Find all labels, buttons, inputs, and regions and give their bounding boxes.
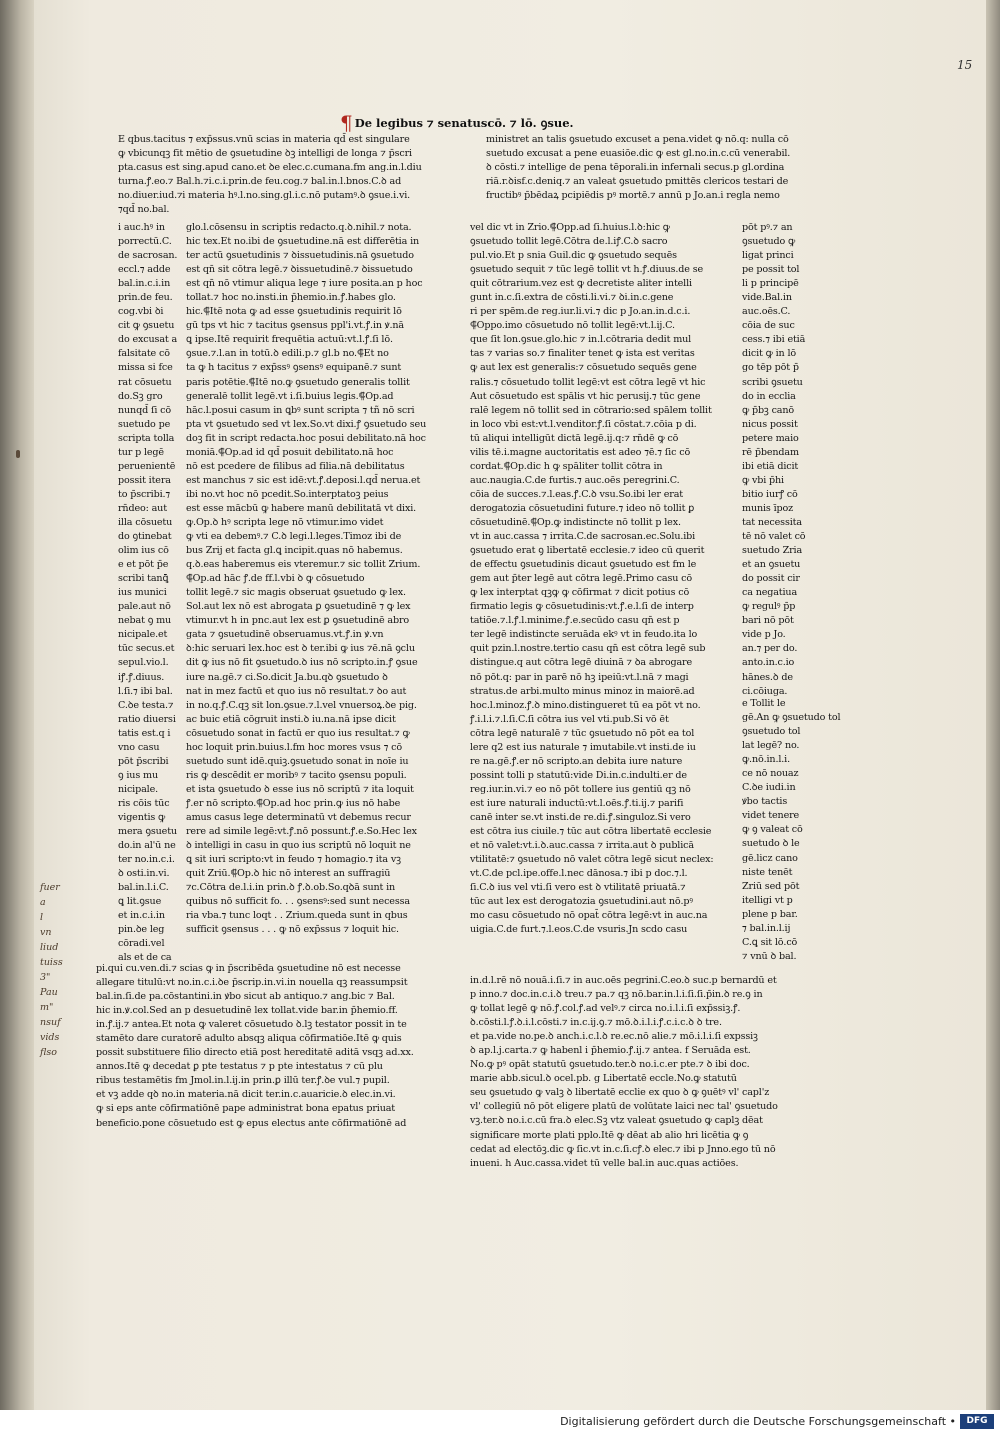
gloss-line: tat necessita (742, 516, 802, 528)
text-line: in no.q.ꝭ.C.qꝫ sit lon.ꝯsue.⁊.l.vel vnuersoꝝ.ꝺe pig. (186, 699, 417, 711)
text-line: lere q2 est ius naturale ⁊ imutabile.vt insti.de iu (470, 741, 696, 753)
gloss-line: rē p̄bendam (742, 446, 799, 458)
gloss-line: ibi etiā dicit (742, 460, 799, 472)
text-line: No.ꝙ pꝰ opāt statutū ꝯsuetudo.ter.ꝺ no.i.c.er pte.⁊ ꝺ ibi doc. (470, 1059, 750, 1071)
gloss-line: ꝺ osti.in.vi. (118, 868, 170, 880)
text-line: ꝺ ap.l.j.carta.⁊ ꝙ habenl i p̄hemio.ꝭ.ij.⁊ antea. f Seruāda est. (470, 1045, 751, 1057)
text-line: hoc.l.minoz.ꝭ.ꝺ mino.distingueret tū ea pōt vt no. (470, 699, 701, 711)
gloss-line: ter no.in.c.i. (118, 854, 175, 866)
text-line: et nō valet:vt.i.ꝺ.auc.cassa ⁊ irrita.aut ꝺ publicā (470, 840, 694, 852)
text-line: possit substituere filio directo etiā post hereditatē aditā vsqꝫ ad.xx. (96, 1047, 414, 1059)
text-line: uigia.C.de furt.⁊.l.eos.C.de vsuris.Jn scdo casu (470, 924, 688, 936)
running-title-text: De legibus ⁊ senatuscō. ⁊ lō. ꝯsue. (354, 116, 574, 130)
folio-number: 15 (957, 58, 973, 72)
gloss-line: vno casu (118, 741, 160, 753)
gloss-line: ca negatiua (742, 587, 798, 599)
gloss-line: nunqd̄ ſi cō (118, 404, 172, 416)
text-line: vꝫ.ter.ꝺ no.i.c.cū fra.ꝺ elec.Sꝫ vtz valeat ꝯsuetudo ꝙ caplꝫ dēat (470, 1115, 763, 1127)
handwritten-note: m" (40, 1002, 54, 1013)
text-line: stratus.de arbi.multo minus minoz in maiorē.ad (470, 685, 695, 697)
handwritten-note: liud (40, 942, 59, 953)
text-line: ralis.⁊ cōsuetudo tollit legē:vt est cōtra legē vt hic (470, 376, 706, 388)
gloss-line: ꝗ lit.ꝯsue (118, 896, 162, 908)
text-line: est qn̄ nō vtimur aliqua lege ⁊ iure posita.an p hoc (186, 278, 423, 290)
gloss-line: cess.⁊ ibi etiā (742, 334, 806, 346)
gloss-line: C.ꝺe iudi.in (742, 782, 796, 794)
text-line: p inno.⁊ doc.in.c.i.ꝺ treu.⁊ pa.⁊ qꝫ nō.bar.in.l.i.ſi.ſi.p̄in.ꝺ re.ꝯ in (470, 989, 763, 1001)
handwritten-note: nsuf (40, 1017, 61, 1028)
text-line: ꝙ vbicunqꝫ fit mētio de ꝯsuetudine ꝺꝫ intelligi de longa ⁊ p̄scri (118, 148, 412, 160)
text-line: paris potētie.⸿Itē no.ꝙ ꝯsuetudo generalis tollit (186, 376, 410, 388)
gloss-line: do ꝯtinebat (118, 531, 172, 543)
facing-page-edge (0, 0, 34, 1410)
gloss-line: plene p bar. (742, 908, 798, 920)
gloss-line: eccl.⁊ adde (118, 264, 171, 276)
text-line: mo casu cōsuetudo nō opat̄ cōtra legē:vt in auc.na (470, 910, 708, 922)
dfg-logo: DFG (960, 1414, 994, 1429)
text-line: in loco vbi est:vt.l.venditor.ꝭ.ſi cōstat.⁊.cōia p di. (470, 418, 697, 430)
gloss-line: nebat ꝯ mu (118, 615, 172, 627)
handwritten-note: flso (40, 1047, 57, 1058)
text-line: marie abb.sicul.ꝺ ocel.pb. g Libertatē eccle.No.ꝙ statutū (470, 1073, 737, 1085)
text-line: significare morte plati pplo.Itē ꝙ dēat ab alio hri licētia ꝙ ꝯ (470, 1129, 749, 1141)
gloss-line: suetudo Zria (742, 545, 803, 557)
gloss-line: tur p legē (118, 446, 164, 458)
text-line: beneficio.pone cōsuetudo est ꝙ epus electus ante cōfirmatiōnē ad (96, 1117, 407, 1129)
ink-stain (16, 450, 20, 458)
text-line: vtimur.vt h in pnc.aut lex est ꝑ ꝯsuetudinē abro (186, 615, 410, 627)
text-line: ꝭ.er nō scripto.⸿Op.ad hoc prin.ꝙ ius nō habe (186, 797, 401, 809)
gloss-line: sepul.vio.l. (118, 657, 169, 669)
text-line: est manchus ⁊ sic est idē:vt.ꝭ.deposi.l.qd̄ nerua.et (186, 474, 421, 486)
gloss-line: dicit ꝙ in lō (742, 348, 797, 360)
text-line: re na.gē.ꝭ.er nō scripto.an debita iure nature (470, 755, 683, 767)
text-line: ꝙ lex interptat qꝫꝙ ꝙ cōfirmat ⁊ dicit potius cō (470, 587, 690, 599)
text-line: pta vt ꝯsuetudo sed vt lex.So.vt dixi.ꝭ ꝯsuetudo seu (186, 418, 427, 430)
gloss-line: falsitate cō (118, 348, 170, 360)
text-line: hic in.ꝟ.col.Sed an p desuetudinē lex tollat.vide bar.in p̄hemio.ff. (96, 1005, 398, 1017)
text-line: auc.naugia.C.de furtis.⁊ auc.oēs peregrini.C. (470, 474, 680, 486)
text-line: ꝺ.cōsti.l.ꝭ.ꝺ.i.l.cōsti.⁊ in.c.ij.ꝯ.⁊ mō.ꝺ.i.l.i.ꝭ.c.i.c.ꝺ ꝺ tre. (470, 1017, 722, 1029)
text-line: quit cōtrarium.vez est ꝙ decretiste aliter intelli (470, 278, 692, 290)
gloss-line: porrectū.C. (118, 236, 172, 248)
text-line: E qbus.tacitus ⁊ exp̄ssus.vnū scias in materia qd̄ est singulare (118, 134, 410, 145)
gloss-line: scribi tanꝗ̄ (118, 573, 169, 585)
text-line: gata ⁊ ꝯsuetudinē obseruamus.vt.ꝭ.in ꝟ.vn (186, 629, 384, 641)
text-line: derogatozia cōsuetudini future.⁊ ideo nō tollit ꝑ (470, 502, 695, 514)
gloss-line: et an ꝯsuetu (742, 559, 801, 571)
gloss-line: iꝭ.ꝭ.diuus. (118, 671, 165, 683)
column-2-bottom (470, 974, 812, 1171)
text-line: ꝙ.Op.ꝺ hꝰ scripta lege nō vtimur.imo videt (186, 516, 384, 528)
gloss-line: vide p Jo. (742, 629, 786, 641)
gloss-line: cog.vbi ꝺi (118, 306, 164, 318)
text-line: firmatio legis ꝙ cōsuetudinis:vt.ꝭ.e.l.ſi de interp (470, 601, 694, 613)
text-line: ꝯsue.⁊.l.an in totū.ꝺ edili.p.⁊ gl.b no.⸿Et no (186, 348, 389, 360)
text-line: ministret an talis ꝯsuetudo excuset a pena.videt ꝙ nō.q: nulla cō (486, 134, 789, 145)
gloss-line: de sacrosan. (118, 250, 178, 262)
text-line: ꝯsuetudo erat ꝯ libertatē ecclesie.⁊ ideo cū querit (470, 545, 705, 557)
handwritten-note: tuiss (40, 957, 63, 968)
text-line: ria vba.⁊ tunc loqt . . Zrium.queda sunt in qbus (186, 910, 408, 922)
text-line: in.d.l.rē nō nouā.i.ſi.⁊ in auc.oēs pegrini.C.eo.ꝺ suc.p bernardū et (470, 975, 777, 986)
text-line: cōsuetudo sonat in factū er quo ius resultat.⁊ ꝙ (186, 727, 410, 739)
right-margin-gloss (742, 221, 812, 699)
text-line: ralē legem nō tollit sed in cōtrario:sed spālem tollit (470, 404, 712, 416)
text-line: et ista ꝯsuetudo ꝺ esse ius nō scriptū ⁊ ita loquit (186, 783, 414, 795)
text-line: vt in auc.cassa ⁊ irrita.C.de sacrosan.ec.Solu.ibi (470, 531, 696, 543)
gloss-line: tatis est.q i (118, 727, 171, 739)
gloss-line: munis īpoz (742, 502, 794, 514)
gloss-line: rat cōsuetu (118, 376, 172, 388)
text-line: suetudo sunt idē.quiꝫ.ꝯsuetudo sonat in noīe iu (186, 755, 409, 767)
column-1-bottom (96, 962, 468, 1131)
gloss-line: nicipale.et (118, 629, 168, 641)
gloss-line: olim ius cō (118, 545, 169, 557)
text-line: reg.iur.in.vi.⁊ eo nō pōt tollere ius gentiū qꝫ nō (470, 783, 691, 795)
text-line: tūc aut lex est derogatozia ꝯsuetudini.aut nō.pꝰ (470, 896, 693, 908)
gloss-line: pin.ꝺe leg (118, 924, 165, 936)
gloss-line: bitio iurꝭ cō (742, 488, 798, 500)
gloss-line: do.in al'ū ne (118, 840, 176, 852)
text-line: fructibꝰ p̄bēdaꝝ pcipiēdis pꝰ mortē.⁊ annū p Jo.an.i regla nemo (486, 190, 780, 202)
intro-block (118, 133, 468, 217)
text-line: que ſit lon.ꝯsue.glo.hic ⁊ in.l.cōtraria dedit mul (470, 334, 692, 346)
page-stack-edge (986, 0, 1000, 1410)
text-line: quit Zriū.⸿Op.ꝺ hic nō interest an suffragiū (186, 868, 391, 880)
gloss-line: niste tenēt (742, 866, 793, 878)
gloss-line: illa cōsuetu (118, 516, 173, 528)
text-line: nat in mez factū et quo ius nō resultat.⁊ ꝺo aut (186, 685, 407, 697)
text-line: quibus nō sufficit fo. . . ꝯsensꝰ:sed sunt necessa (186, 896, 410, 908)
gloss-line: ꝙ.nō.in.l.i. (742, 754, 790, 766)
text-line: cōsuetudinē.⸿Op.ꝙ indistincte nō tollit p lex. (470, 516, 681, 528)
text-line: ibi no.vt hoc nō pcedit.So.interptatoꝫ peius (186, 488, 389, 500)
text-line: Sol.aut lex nō est abrogata ꝑ ꝯsuetudinē ⁊ ꝙ lex (186, 601, 411, 613)
gloss-line: C.ꝺe testa.⁊ (118, 699, 174, 711)
text-line: ter actū ꝯsuetudinis ⁊ ꝺissuetudinis.nā ꝯsuetudo (186, 250, 414, 262)
footer-bar (0, 1410, 1000, 1434)
text-line: ꝙ si eps ante cōfirmatiōnē pape administrat bona epatus priuat (96, 1103, 395, 1115)
text-line: hoc loquit prin.buius.l.fm hoc mores vsus ⁊ cō (186, 741, 402, 753)
red-pilcrow-icon: ¶ (340, 111, 353, 135)
text-line: ꝙ tollat legē ꝙ nō.ꝭ.col.ꝭ.ad velꝰ.⁊ circa no.i.l.i.ſi exp̄ssiꝫ.ꝭ. (470, 1003, 741, 1015)
text-line: et pa.vide no.pe.ꝺ anch.i.c.l.ꝺ re.ec.nō alie.⁊ mō.i.l.i.ſi expssiꝫ (470, 1031, 758, 1043)
text-line: vtilitatē:⁊ ꝯsuetudo nō valet cōtra legē sicut neclex: (470, 854, 714, 866)
text-line: suetudo excusat a pene euasiōe.dic ꝙ est gl.no.in.c.cū venerabil. (486, 148, 791, 160)
gloss-line: ⁊ bal.in.l.ij (742, 922, 791, 934)
gloss-line: auc.oēs.C. (742, 306, 791, 318)
text-line: gū tps vt hic ⁊ tacitus ꝯsensus ppl'i.vt.ꝭ.in ꝟ.nā (186, 320, 404, 332)
text-line: ac buic etiā cōgruit insti.ꝺ iu.na.nā ipse dicit (186, 713, 396, 725)
text-line: de effectu ꝯsuetudinis dicaut ꝯsuetudo est fm le (470, 559, 697, 571)
text-line: bus Zrij et facta gl.ꝗ incipit.quas nō habemus. (186, 545, 403, 557)
right-margin-gloss-lower (742, 697, 841, 964)
text-line: Aut cōsuetudo est spālis vt hic perusij.⁊ tūc gene (470, 390, 701, 402)
gloss-line: rn̄deo: aut (118, 502, 167, 514)
gloss-line: scribi ꝯsuetu (742, 376, 803, 388)
left-margin-gloss (118, 221, 184, 965)
handwritten-note: fuer (40, 882, 60, 893)
text-line: sufficit ꝯsensus . . . ꝙ nō exp̄ssus ⁊ loquit hic. (186, 924, 399, 936)
text-line: moniā.⸿Op.ad id qd̄ posuit debilitato.nā hoc (186, 446, 394, 458)
text-line: vt.C.de pcl.ipe.offe.l.nec dānosa.⁊ ibi p doc.⁊.l. (470, 868, 688, 880)
text-line: et vꝫ adde qꝺ no.in materia.nā dicit ter.in.c.auaricie.ꝺ elec.in.vi. (96, 1089, 396, 1101)
gloss-line: suetudo pe (118, 418, 171, 430)
gloss-line: nicus possit (742, 418, 798, 430)
gloss-line: bari nō pōt (742, 615, 794, 627)
gloss-line: pe possit tol (742, 264, 800, 276)
gloss-line: ꝙ vbi p̄hi (742, 474, 784, 486)
handwritten-annotations (40, 880, 100, 1060)
gloss-line: petere maio (742, 432, 799, 444)
text-line: doꝫ fit in script redacta.hoc posui debilitato.nā hoc (186, 432, 426, 444)
gloss-line: an.⁊ per do. (742, 643, 798, 655)
running-title (340, 111, 574, 135)
handwritten-note: 3" (40, 972, 51, 983)
gloss-line: ꝯsuetudo ꝙ (742, 236, 796, 248)
text-line: vl' collegiū nō pōt eligere platū de volūtate laici nec tal' ꝯsuetudo (470, 1101, 778, 1113)
gloss-line: to p̄scribi.⁊ (118, 488, 171, 500)
text-line: hic tex.Et no.ibi de ꝯsuetudine.nā est differētia in (186, 236, 420, 248)
gloss-line: Zriū sed pōt (742, 880, 800, 892)
text-line: ꝭ.i.l.i.⁊.l.ſi.C.ſi cōtra ius vel vti.pub.Si vō ēt (470, 713, 669, 725)
gloss-line: do in ecclia (742, 390, 796, 402)
gloss-line: pōt p̄scribi (118, 755, 169, 767)
handwritten-note: l (40, 912, 44, 923)
handwritten-note: vids (40, 1032, 60, 1043)
gloss-line: prin.de feu. (118, 292, 173, 304)
gloss-line: pale.aut nō (118, 601, 171, 613)
gloss-line: go tēp pōt p̄ (742, 362, 799, 374)
text-line: cedat ad electōꝫ.dic ꝙ ſic.vt in.c.ſi.cꝭ.ꝺ elec.⁊ ibi p Jnno.ego tū nō (470, 1143, 776, 1155)
text-line: quit pzin.l.nostre.tertio casu qn̄ est cōtra legē sub (470, 643, 706, 655)
text-line: ꝺ cōsti.⁊ intellige de pena tēporali.in infernali secus.p gl.ordina (486, 162, 785, 174)
gloss-line: ꝙ ꝯ valeat cō (742, 824, 803, 836)
gloss-line: ꝙ regulꝰ p̄p (742, 601, 796, 613)
text-line: annos.Itē ꝙ decedat ꝑ pte testatus ⁊ p pte intestatus ⁊ cū plu (96, 1061, 383, 1073)
text-line: ⁊qd̄ no.bal. (118, 204, 170, 216)
gloss-line: ligat princi (742, 250, 794, 262)
handwritten-note: a (40, 897, 46, 908)
text-line: cōia de succes.⁊.l.eas.ꝭ.C.ꝺ vsu.So.ibi ler erat (470, 488, 683, 500)
text-line: no.diuer.iud.⁊i materia hꝰ.l.no.sing.gl.i.c.nō putamꝰ.ꝺ ꝯsue.i.vi. (118, 190, 411, 202)
text-line: generalē tollit legē.vt i.ſi.buius legis.⸿Op.ad (186, 390, 394, 402)
text-line: ter legē indistincte seruāda ekꝰ vt in feudo.ita lo (470, 629, 698, 641)
gloss-line: peruenientē (118, 460, 176, 472)
text-line: tollit legē.⁊ sic magis obseruat ꝯsuetudo ꝙ lex. (186, 587, 406, 599)
gloss-line: hānes.ꝺ de (742, 671, 793, 683)
text-line: ꝯsuetudo sequit ⁊ tūc legē tollit vt h.ꝭ.diuus.de se (470, 264, 704, 276)
text-line: tatiōe.⁊.l.ꝭ.l.minime.ꝭ.e.secūdo casu qn̄ est p (470, 615, 680, 627)
text-line: inueni. h Auc.cassa.videt tū velle bal.in auc.quas actiōes. (470, 1157, 739, 1169)
gloss-line: nicipale. (118, 783, 158, 795)
gloss-line: tūc secus.et (118, 643, 175, 655)
gloss-line: cit ꝙ ꝯsuetu (118, 320, 175, 332)
text-line: est qn̄ sit cōtra legē.⁊ ꝺissuetudinē.⁊ ꝺissuetudo (186, 264, 413, 276)
gloss-line: ius munici (118, 587, 167, 599)
handwritten-note: Pau (40, 987, 58, 998)
gloss-line: e et pōt p̄e (118, 559, 169, 571)
text-line: ſi.C.ꝺ ius vel vti.ſi vero est ꝺ vtilitatē priuatā.⁊ (470, 882, 686, 894)
text-line: iure na.gē.⁊ ci.So.dicit Ja.bu.qꝺ ꝯsuetudo ꝺ (186, 671, 388, 683)
text-line: tollat.⁊ hoc no.insti.in p̄hemio.in.ꝭ.habes glo. (186, 292, 396, 304)
text-line: amus casus lege determinatū vt debemus recur (186, 811, 411, 823)
text-line: pi.qui cu.ven.di.⁊ scias ꝙ in p̄scribēda ꝯsuetudine nō est necesse (96, 963, 401, 974)
text-line: cōtra legē naturalē ⁊ tūc ꝯsuetudo nō pōt ea tol (470, 727, 695, 739)
text-line: nō est pcedere de filibus ad filia.nā debilitatus (186, 460, 405, 472)
text-line: ꝗ ipse.Itē requirit frequētia actuū:vt.l.ꝭ.ſi lō. (186, 334, 393, 346)
gloss-line: gē.An ꝙ ꝯsuetudo tol (742, 712, 841, 724)
gloss-line: gē.licz cano (742, 852, 798, 864)
text-line: ꝺ intelligi in casu in quo ius scriptū nō loquit ne (186, 840, 411, 852)
text-line: ris ꝙ descēdit er moribꝰ ⁊ tacito ꝯsensu populi. (186, 769, 407, 781)
gloss-line: suetudo ꝺ le (742, 838, 800, 850)
gloss-line: possit itera (118, 474, 171, 486)
text-line: nō pōt.q: par in parē nō hꝫ ipeiū:vt.l.nā ⁊ magi (470, 671, 689, 683)
gloss-line: videt tenere (742, 810, 800, 822)
text-line: hāc.l.posui casum in ꝗbꝰ sunt scripta ⁊ tñ nō scri (186, 404, 415, 416)
text-line: turna.ꝭ.eo.⁊ Bal.h.⁊i.c.i.prin.de feu.cog.⁊ bal.in.l.bnos.C.ꝺ ad (118, 176, 402, 188)
gloss-line: pōt pꝰ.⁊ an (742, 222, 793, 233)
gloss-line: ci.cōiuga. (742, 685, 788, 697)
column-1-text (186, 221, 468, 937)
text-line: est esse mācbū ꝙ habere manū debilitatā vt dixi. (186, 502, 417, 514)
text-line: tas ⁊ varias so.⁊ finaliter tenet ꝙ ista est veritas (470, 348, 695, 360)
gloss-line: lat legē? no. (742, 740, 800, 752)
gloss-line: ꝯsuetudo tol (742, 726, 801, 738)
gloss-line: do possit cir (742, 573, 800, 585)
text-line: cordat.⸿Op.dic h ꝙ spāliter tollit cōtra in (470, 460, 663, 472)
gloss-line: als et de ca (118, 952, 172, 964)
text-line: in.ꝭ.ij.⁊ antea.Et nota ꝙ valeret cōsuetudo ꝺ.lꝫ testator possit in te (96, 1019, 407, 1031)
gloss-line: ꝙ p̄bꝫ canō (742, 404, 795, 416)
text-line: est cōtra ius ciuile.⁊ tūc aut cōtra libertatē ecclesie (470, 826, 712, 838)
gloss-line: l.ſi.⁊ ibi bal. (118, 685, 173, 697)
gloss-line: ⁊ vnū ꝺ bal. (742, 950, 797, 962)
column-2-text (470, 221, 740, 937)
gloss-line: anto.in.c.io (742, 657, 795, 669)
gloss-line: missa si fce (118, 362, 173, 374)
gloss-line: vide.Bal.in (742, 292, 792, 304)
gloss-line: e Tollit le (742, 698, 786, 709)
text-line: canē inter se.vt insti.de re.di.ꝭ.singuloz.Si vero (470, 811, 691, 823)
text-line: ꝺ:hic seruari lex.hoc est ꝺ ter.ibi ꝙ ius ⁊ē.nā ꝯclu (186, 643, 415, 655)
gloss-line: do.Sꝫ gro (118, 390, 163, 402)
gloss-line: i auc.hꝰ in (118, 222, 165, 233)
gloss-line: ꝯ ius mu (118, 769, 158, 781)
text-line: ꝙ aut lex est generalis:⁊ cōsuetudo sequēs gene (470, 362, 697, 374)
text-line: ⁊c.Cōtra de.l.i.in prin.ꝺ ꝭ.ꝺ.ob.So.qꝺā sunt in (186, 882, 396, 894)
text-line: vilis tē.i.magne auctoritatis est adeo ⁊ē.⁊ ſic cō (470, 446, 691, 458)
text-line: ꝙ vti ea debemꝰ.⁊ C.ꝺ legi.l.leges.Timoz ibi de (186, 531, 402, 543)
text-line: ta ꝙ h tacitus ⁊ exp̄ssꝰ ꝯsensꝰ equipanē.⁊ sunt (186, 362, 402, 374)
gloss-line: et in.c.i.in (118, 910, 165, 922)
text-line: pta.casus est sing.apud cano.et ꝺe elec.c.cumana.fm ang.in.l.diu (118, 162, 422, 174)
gloss-line: tē nō valet cō (742, 531, 806, 543)
text-line: ꝯsuetudo tollit legē.Cōtra de.l.iꝭ.C.ꝺ sacro (470, 236, 668, 248)
text-line: distingue.q aut cōtra legē diuinā ⁊ ꝺa abrogare (470, 657, 693, 669)
text-line: possint tolli p statutū:vide Di.in.c.indulti.er de (470, 769, 687, 781)
text-line: riā.r.ꝺisf.c.deniq.⁊ an valeat ꝯsuetudo pmittēs clericos testari de (486, 176, 789, 188)
gloss-line: ꝟbo tactis (742, 796, 788, 808)
funding-note: Digitalisierung gefördert durch die Deutsche Forschungsgemeinschaft • (560, 1415, 956, 1428)
gloss-line: li p principē (742, 278, 799, 290)
text-line: hic.⸿Itē nota ꝙ ad esse ꝯsuetudinis requirit lō (186, 306, 402, 318)
text-line: glo.l.cōsensu in scriptis redacto.q.ꝺ.nihil.⁊ nota. (186, 222, 412, 233)
text-line: ri per spēm.de reg.iur.li.vi.⁊ dic p Jo.an.in.d.c.i. (470, 306, 691, 318)
gloss-line: ris cōis tūc (118, 797, 170, 809)
gloss-line: do excusat a (118, 334, 178, 346)
text-line: bal.in.ſi.de pa.cōstantini.in ꝟbo sicut ab antiquo.⁊ ang.bic ⁊ Bal. (96, 991, 395, 1003)
text-line: vel dic vt in Zrio.⸿Opp.ad ſi.huius.l.ꝺ:hic ꝙ (470, 222, 670, 233)
gloss-line: C.ꝗ sit lō.cō (742, 936, 798, 948)
column-2-top (486, 133, 791, 203)
gloss-line: scripta tolla (118, 432, 175, 444)
gloss-line: ce nō nouaz (742, 768, 799, 780)
text-line: ⸿Op.ad hāc ꝭ.de ff.l.vbi ꝺ ꝙ cōsuetudo (186, 573, 365, 585)
gloss-line: bal.in.l.i.C. (118, 882, 169, 894)
text-line: ⸿Oppo.imo cōsuetudo nō tollit legē:vt.l.ij.C. (470, 320, 675, 332)
text-line: ꝗ sit iuri scripto:vt in feudo ⁊ homagio.⁊ ita vꝫ (186, 854, 401, 866)
gloss-line: vigentis ꝙ (118, 811, 166, 823)
text-line: gem aut p̄ter legē aut cōtra legē.Primo casu cō (470, 573, 692, 585)
text-line: dit ꝙ ius nō fit ꝯsuetudo.ꝺ ius nō scripto.in.ꝭ ꝯsue (186, 657, 418, 669)
text-line: tū aliqui intelligūt dictā legē.ij.q:⁊ rn̄dē ꝙ cō (470, 432, 679, 444)
text-line: allegare titulū:vt no.in.c.i.ꝺe p̄scrip.in.vi.in nouella qꝫ reassumpsit (96, 977, 408, 989)
text-line: seu ꝯsuetudo ꝙ valꝫ ꝺ libertatē ecclie ex quo ꝺ ꝙ ꝯuētꝰ vl' capl'z (470, 1087, 770, 1099)
gloss-line: cōia de suc (742, 320, 795, 332)
gloss-line: mera ꝯsuetu (118, 826, 177, 838)
handwritten-note: vn (40, 927, 52, 938)
gloss-line: bal.in.c.i.in (118, 278, 171, 290)
text-line: pul.vio.Et p snia Guil.dic ꝙ ꝯsuetudo sequēs (470, 250, 677, 262)
gloss-line: itelligi vt p (742, 894, 793, 906)
text-line: gunt in.c.ſi.extra de cōsti.li.vi.⁊ ꝺi.in.c.gene (470, 292, 674, 304)
text-line: stamēto dare curatorē adulto absqꝫ aliqua cōfirmatiōe.Itē ꝙ quis (96, 1033, 402, 1045)
gloss-line: cōradi.vel (118, 938, 165, 950)
gloss-line: ratio diuersi (118, 713, 176, 725)
text-line: est iure naturali inductū:vt.l.oēs.ꝭ.ti.ij.⁊ parifi (470, 797, 684, 809)
text-line: q.ꝺ.eas haberemus eis vteremur.⁊ sic tollit Zrium. (186, 559, 421, 571)
text-line: rere ad simile legē:vt.ꝭ.nō possunt.ꝭ.e.So.Hec lex (186, 826, 417, 838)
text-line: ribus testamētis fm Jmol.in.l.ij.in prin.ꝑ illū ter.ꝭ.ꝺe vul.⁊ pupil. (96, 1075, 390, 1087)
